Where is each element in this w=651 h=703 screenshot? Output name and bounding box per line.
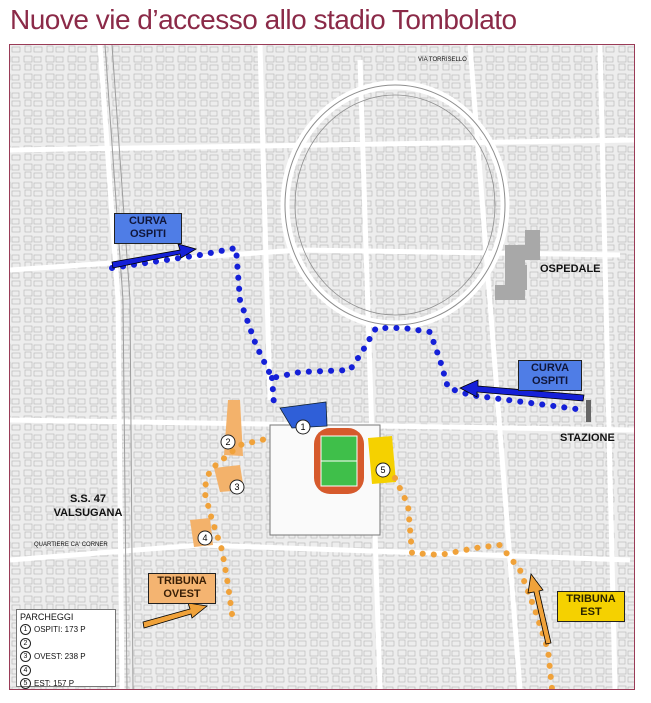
legend-num: 1 [20, 624, 31, 635]
tribuna-est-box: TRIBUNA EST [557, 591, 625, 622]
legend-text: EST: 157 P [34, 679, 75, 689]
legend-row [20, 677, 112, 691]
ss47-label: S.S. 47 VALSUGANA [53, 493, 123, 519]
legend-num: 4 [20, 665, 31, 676]
tribuna-ovest-box: TRIBUNA OVEST [148, 573, 216, 604]
stazione-label: STAZIONE [560, 432, 615, 444]
road-label-top: VIA TORRISELLO [418, 57, 467, 63]
parking-marker-5: 5 [380, 465, 386, 475]
legend-row [20, 623, 112, 637]
parking-marker-2: 2 [225, 437, 231, 447]
legend-num: 5 [20, 678, 31, 689]
curva-ospiti-box-nw: CURVA OSPITI [114, 213, 182, 244]
parking-marker-3: 3 [234, 482, 240, 492]
legend-text: OVEST: 238 P [34, 652, 86, 662]
parking-marker-4: 4 [202, 533, 208, 543]
station-marker [586, 400, 591, 422]
quartiere-label: QUARTIERE CA' CORNER [34, 542, 108, 548]
legend-row [20, 650, 112, 664]
parking-legend [16, 609, 116, 687]
legend-text: OSPITI: 173 P [34, 625, 86, 635]
curva-ospiti-box-e: CURVA OSPITI [518, 360, 582, 391]
legend-row [20, 664, 112, 678]
parking-marker-1: 1 [300, 422, 306, 432]
page-title: Nuove vie d’accesso allo stadio Tombolato [10, 4, 517, 35]
ospedale-label: OSPEDALE [540, 263, 601, 275]
legend-heading: PARCHEGGI [20, 612, 74, 622]
legend-num: 2 [20, 638, 31, 649]
legend-row [20, 637, 112, 651]
legend-num: 3 [20, 651, 31, 662]
